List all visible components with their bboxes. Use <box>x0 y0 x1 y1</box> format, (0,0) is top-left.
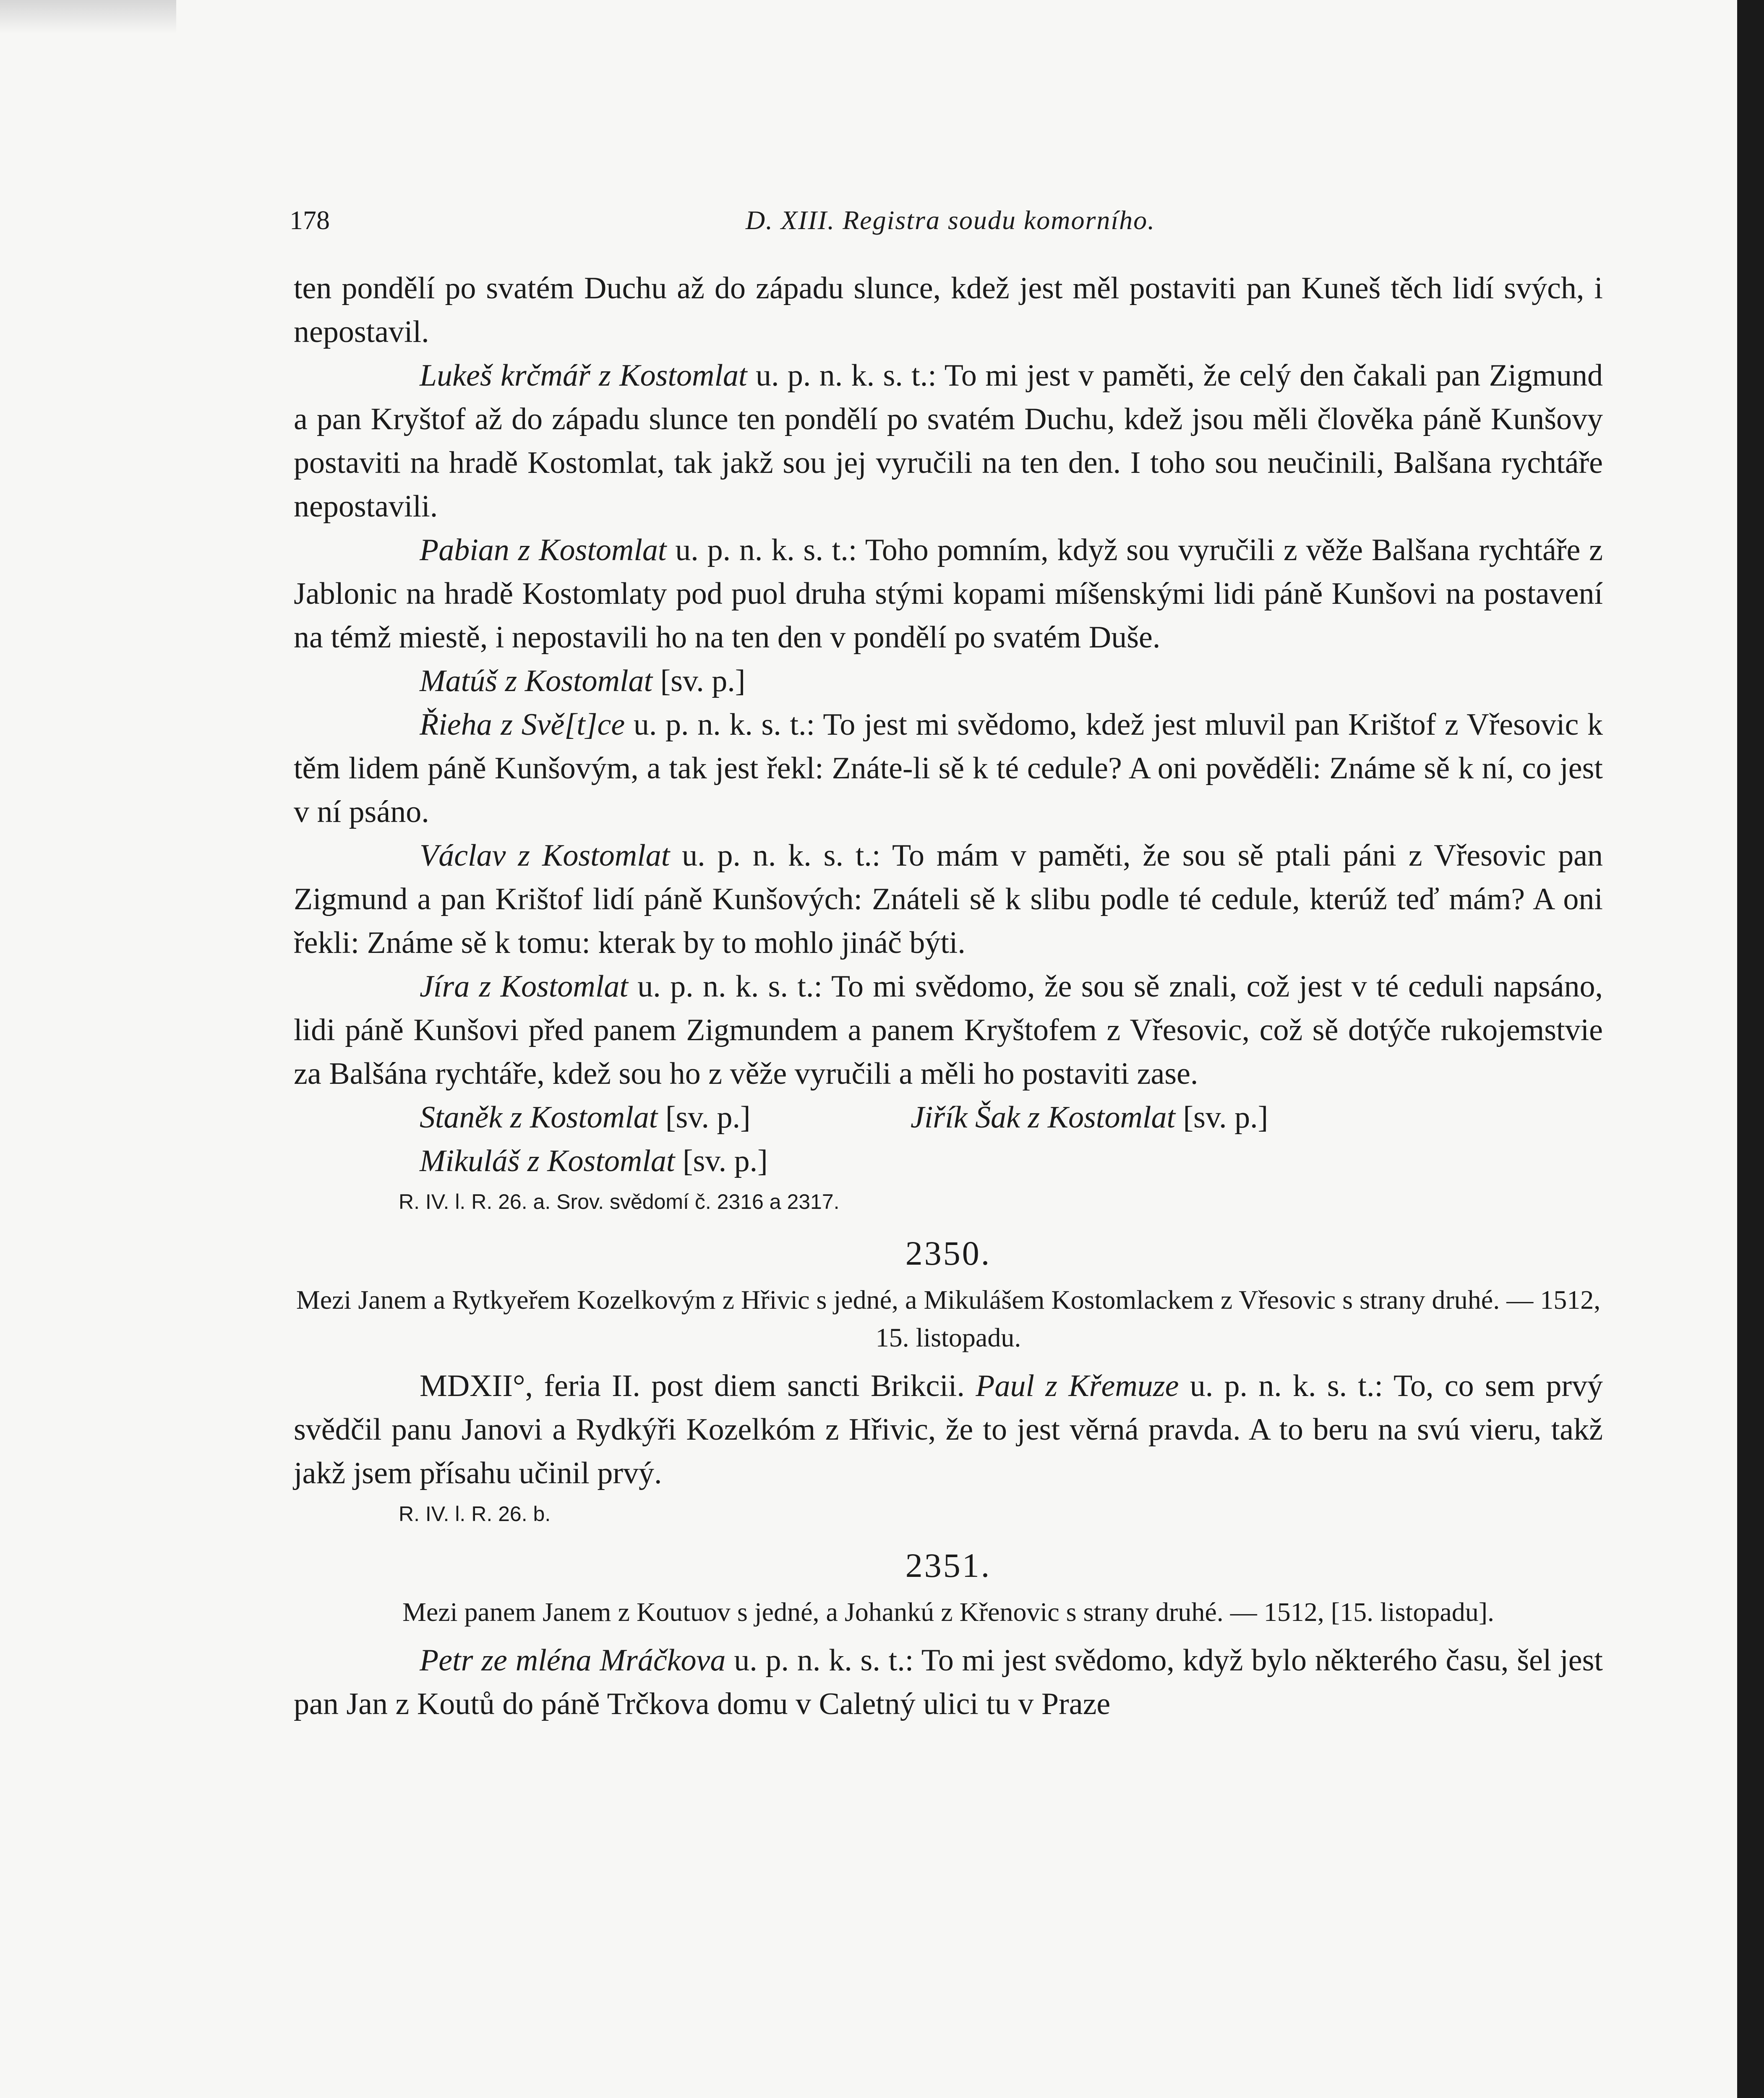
source-reference: R. IV. l. R. 26. b. <box>399 1502 551 1526</box>
testimony <box>294 659 1603 703</box>
document-number: 2350. <box>905 1234 992 1272</box>
document-regest: Mezi Janem a Rytkyeřem Kozelkovým z Hřivic s jedné, a Mikulášem Kostomlackem z Vřesovic s strany druhé. — 1512, 15. listopadu. <box>296 1285 1601 1352</box>
testimony <box>294 703 1603 834</box>
testimony-text: [sv. p.] <box>658 1100 751 1135</box>
witness-name: Paul z Křemuze <box>976 1369 1179 1403</box>
witness-line <box>420 1096 1603 1139</box>
testimony-text: u. p. n. k. s. t.: Toho pomním, když sou vyručili z věže Balšana rychtáře z Jablonic na hradě Kostomlaty pod puol druha stými kopami míšenskými lidi páně Kunšovi na postavení na témž miestě, i nepostavili ho na ten den v pondělí po svatém Duše. <box>294 533 1603 655</box>
page-content <box>294 266 1603 1726</box>
witness-entry <box>911 1096 1268 1139</box>
document-regest: Mezi panem Janem z Koutuov s jedné, a Johankú z Křenovic s strany druhé. — 1512, [15. listopadu]. <box>402 1597 1495 1627</box>
page-number: 178 <box>290 205 330 235</box>
testimony-text: [sv. p.] <box>675 1144 768 1178</box>
document-number: 2351. <box>905 1546 992 1584</box>
testimony-text: u. p. n. k. s. t.: To mi jest v paměti, že celý den čakali pan Zigmund a pan Kryštof až do západu slunce ten pondělí po svatém Duchu, kdež jsou měli člověka páně Kunšovy postaviti na hradě Kostomlat, tak jakž sou jej vyručili na ten den. I toho sou neučinili, Balšana rychtáře nepostavili. <box>294 358 1603 524</box>
testimony-text: u. p. n. k. s. t.: To, co sem prvý svědčil panu Janovi a Rydkýři Kozelkóm z Hřivic, že to jest věrná pravda. A to beru na svú vieru, takž jakž jsem přísahu učinil prvý. <box>294 1369 1603 1490</box>
witness-name: Matúš z Kostomlat <box>420 664 653 698</box>
witness-line <box>420 1139 1603 1183</box>
testimony <box>294 354 1603 528</box>
testimony-text: u. p. n. k. s. t.: To mám v paměti, že sou sě ptali páni z Vřesovic pan Zigmund a pan Krištof lidí páně Kunšových: Znáteli sě k slibu podle té cedule, kterúž teď mám? A oni řekli: Známe sě k tomu: kterak by to mohlo jináč býti. <box>294 838 1603 960</box>
witness-name: Václav z Kostomlat <box>420 838 670 873</box>
witness-name: Pabian z Kostomlat <box>420 533 667 567</box>
scan-edge <box>0 0 176 34</box>
source-reference: R. IV. l. R. 26. a. Srov. svědomí č. 2316 a 2317. <box>399 1190 840 1213</box>
testimony <box>294 1364 1603 1495</box>
witness-name: Mikuláš z Kostomlat <box>420 1144 675 1178</box>
testimony <box>294 1639 1603 1726</box>
witness-name: Staněk z Kostomlat <box>420 1100 658 1135</box>
running-head <box>290 197 1611 243</box>
testimony-date: MDXII°, feria II. post diem sancti Brikcii. <box>420 1369 976 1403</box>
testimony <box>294 965 1603 1096</box>
testimony <box>294 834 1603 965</box>
witness-name: Jiřík Šak z Kostomlat <box>911 1100 1176 1135</box>
witness-entry <box>420 1096 911 1139</box>
witness-name: Jíra z Kostomlat <box>420 969 628 1004</box>
witness-name: Lukeš krčmář z Kostomlat <box>420 358 747 393</box>
testimony-text: u. p. n. k. s. t.: To mi svědomo, že sou sě znali, což jest v té ceduli napsáno, lidi páně Kunšovi před panem Zigmundem a panem Kryštofem z Vřesovic, což sě dotýče rukojemstvie za Balšána rychtáře, kdež sou ho z věže vyručili a měli ho postaviti zase. <box>294 969 1603 1091</box>
testimony-text: u. p. n. k. s. t.: To jest mi svědomo, kdež jest mluvil pan Krištof z Vřesovic k těm lidem páně Kunšovým, a tak jest řekl: Znáte-li sě k té cedule? A oni pověděli: Známe sě k ní, co jest v ní psáno. <box>294 707 1603 829</box>
running-title: D. XIII. Registra soudu komorního. <box>745 205 1156 235</box>
testimony-text: u. p. n. k. s. t.: To mi jest svědomo, když bylo některého času, šel jest pan Jan z Koutů do páně Trčkova domu v Caletný ulici tu v Praze <box>294 1643 1603 1721</box>
witness-list <box>294 1096 1603 1183</box>
witness-name: Řieha z Svě[t]ce <box>420 707 625 742</box>
testimony-text: [sv. p.] <box>1175 1100 1268 1135</box>
paragraph-continuation: ten pondělí po svatém Duchu až do západu slunce, kdež jest měl postaviti pan Kuneš těch lidí svých, i nepostavil. <box>294 271 1603 349</box>
testimony-text: [sv. p.] <box>652 664 746 698</box>
testimony <box>294 528 1603 659</box>
witness-name: Petr ze mléna Mráčkova <box>420 1643 726 1678</box>
